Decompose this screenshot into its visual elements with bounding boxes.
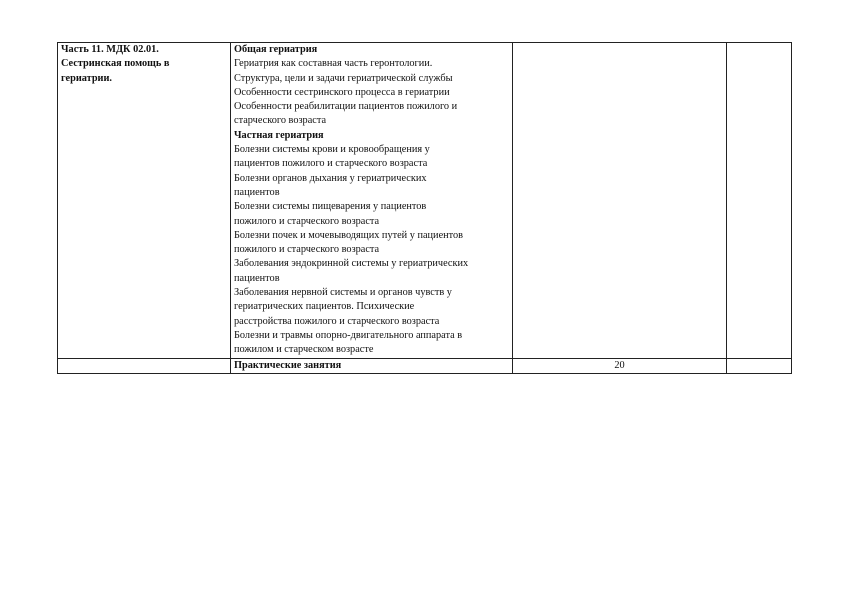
section-title-cell xyxy=(58,43,231,359)
list-item: пожилого и старческого возраста xyxy=(234,215,380,227)
practice-hours: 20 xyxy=(614,359,625,371)
list-item: гериатрических пациентов. Психические xyxy=(234,301,415,313)
list-item: расстройства пожилого и старческого возраста xyxy=(234,315,440,327)
empty-cell xyxy=(58,358,231,373)
section-title-line: Сестринская помощь в xyxy=(61,58,170,70)
list-item: Болезни почек и мочевыводящих путей у пациентов xyxy=(234,229,464,241)
empty-cell xyxy=(727,358,792,373)
practice-hours-cell xyxy=(513,358,727,373)
private-heading: Частная гериатрия xyxy=(234,129,324,141)
level-cell xyxy=(727,43,792,359)
list-item: Болезни системы крови и кровообращения у xyxy=(234,144,430,156)
table-row xyxy=(58,358,792,373)
practice-label: Практические занятия xyxy=(234,359,342,371)
list-item: Гериатрия как составная часть геронтологии. xyxy=(234,58,433,70)
list-item: Болезни органов дыхания у гериатрических xyxy=(234,172,427,184)
list-item: пожилого и старческого возраста xyxy=(234,244,380,256)
list-item: Заболевания эндокринной системы у гериатрических xyxy=(234,258,469,270)
list-item: пациентов xyxy=(234,186,280,198)
list-item: пациентов пожилого и старческого возраста xyxy=(234,158,428,170)
list-item: Особенности сестринского процесса в гериатрии xyxy=(234,86,450,98)
list-item: Болезни системы пищеварения у пациентов xyxy=(234,201,427,213)
practice-label-cell xyxy=(231,358,513,373)
general-heading: Общая гериатрия xyxy=(234,44,318,55)
section-title-line: Часть 11. МДК 02.01. xyxy=(61,44,159,55)
hours-cell xyxy=(513,43,727,359)
section-title-line: гериатрии. xyxy=(61,72,113,84)
content-cell xyxy=(231,43,513,359)
list-item: пациентов xyxy=(234,272,280,284)
list-item: старческого возраста xyxy=(234,115,327,127)
curriculum-table xyxy=(57,42,792,374)
list-item: Заболевания нервной системы и органов чувств у xyxy=(234,287,452,299)
list-item: пожилом и старческом возрасте xyxy=(234,344,374,356)
list-item: Особенности реабилитации пациентов пожилого и xyxy=(234,101,458,113)
list-item: Структура, цели и задачи гериатрической службы xyxy=(234,72,453,84)
table-row xyxy=(58,43,792,359)
list-item: Болезни и травмы опорно-двигательного аппарата в xyxy=(234,329,463,341)
